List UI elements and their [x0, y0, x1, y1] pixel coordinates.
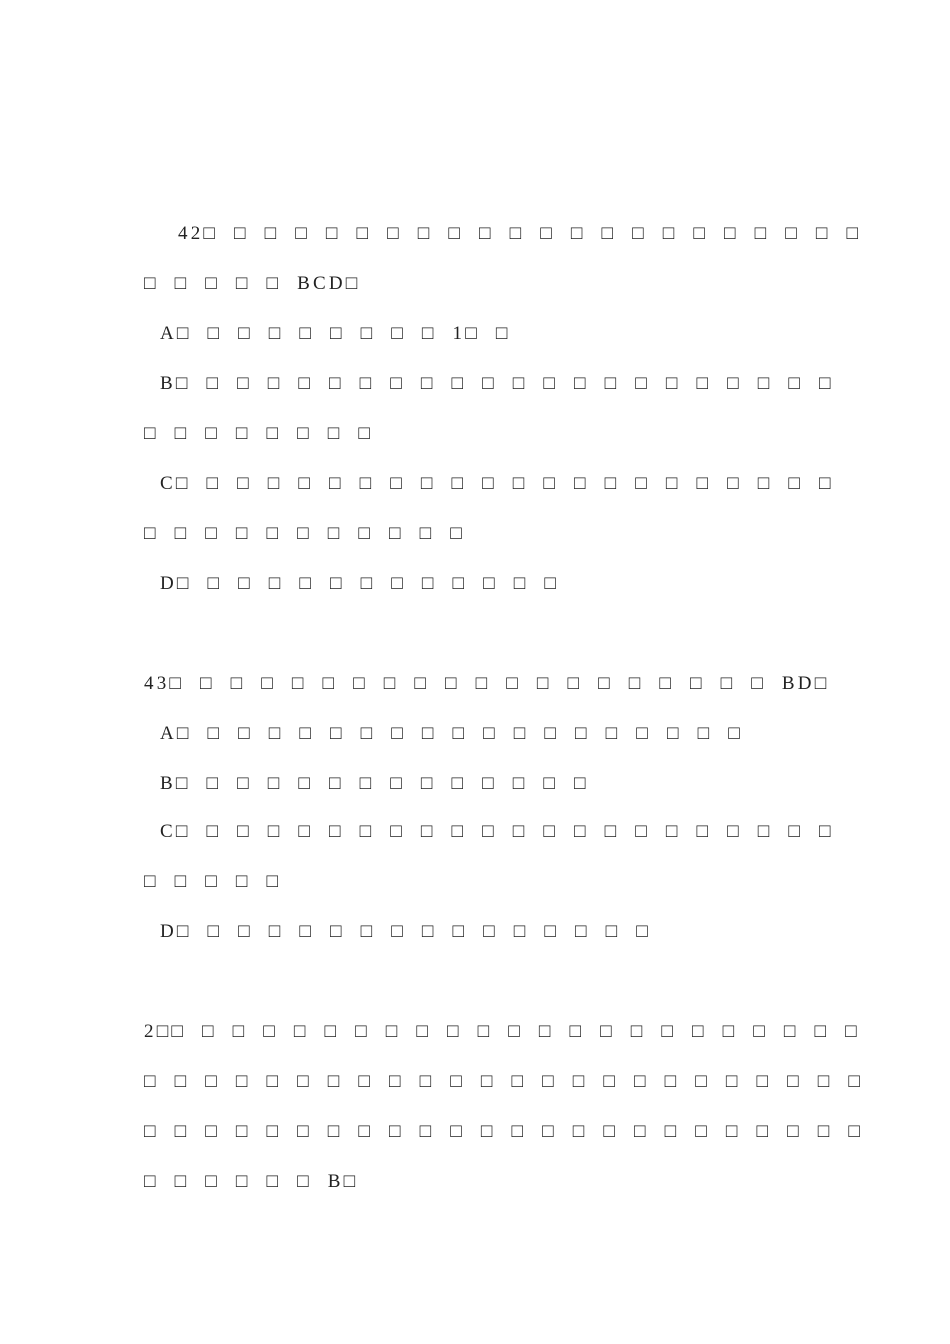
question-42-option-b-line-2: □ □ □ □ □ □ □ □: [144, 423, 374, 444]
question-43-option-b: B□ □ □ □ □ □ □ □ □ □ □ □ □ □: [160, 773, 589, 794]
question-42-stem-line-1: 42□ □ □ □ □ □ □ □ □ □ □ □ □ □ □ □ □ □ □ □ □ □: [178, 223, 862, 244]
section-2-line-2: □ □ □ □ □ □ □ □ □ □ □ □ □ □ □ □ □ □ □ □ □ □ □ □: [144, 1071, 864, 1092]
question-43-option-a: A□ □ □ □ □ □ □ □ □ □ □ □ □ □ □ □ □ □ □: [160, 723, 743, 744]
question-43-option-c-line-2: □ □ □ □ □: [144, 871, 282, 892]
question-42-stem-line-2: □ □ □ □ □ BCD□: [144, 273, 361, 294]
question-42-option-c-line-1: C□ □ □ □ □ □ □ □ □ □ □ □ □ □ □ □ □ □ □ □ □ □: [160, 473, 834, 494]
question-43-option-d: D□ □ □ □ □ □ □ □ □ □ □ □ □ □ □ □: [160, 921, 651, 942]
question-43-stem: 43□ □ □ □ □ □ □ □ □ □ □ □ □ □ □ □ □ □ □ □ BD□: [144, 673, 830, 694]
section-2-line-1: 2□□ □ □ □ □ □ □ □ □ □ □ □ □ □ □ □ □ □ □ □ □ □ □: [144, 1021, 860, 1042]
question-42-option-c-line-2: □ □ □ □ □ □ □ □ □ □ □: [144, 523, 465, 544]
section-2-line-4: □ □ □ □ □ □ B□: [144, 1171, 359, 1192]
section-2-line-3: □ □ □ □ □ □ □ □ □ □ □ □ □ □ □ □ □ □ □ □ □ □ □ □: [144, 1121, 864, 1142]
question-43-option-c-line-1: C□ □ □ □ □ □ □ □ □ □ □ □ □ □ □ □ □ □ □ □ □ □: [160, 821, 834, 842]
question-42-option-a: A□ □ □ □ □ □ □ □ □ 1□ □: [160, 323, 511, 344]
question-42-option-d: D□ □ □ □ □ □ □ □ □ □ □ □ □: [160, 573, 560, 594]
question-42-option-b-line-1: B□ □ □ □ □ □ □ □ □ □ □ □ □ □ □ □ □ □ □ □ □ □: [160, 373, 834, 394]
